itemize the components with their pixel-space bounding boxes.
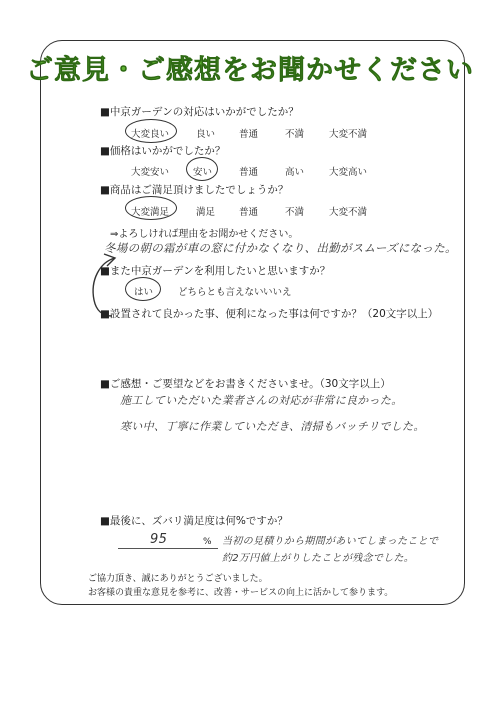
question-satisfaction: ■最後に、ズバリ満足度は何%ですか？ bbox=[100, 515, 288, 527]
option-price-expensive[interactable]: 高い bbox=[285, 167, 305, 178]
satisfaction-unit: % bbox=[203, 537, 212, 547]
option-product-normal[interactable]: 普通 bbox=[239, 207, 259, 218]
option-service-dissatisfied[interactable]: 不満 bbox=[285, 129, 305, 140]
option-price-normal[interactable]: 普通 bbox=[239, 167, 259, 178]
page-title: ご意見・ご感想をお聞かせください bbox=[26, 55, 474, 86]
option-product-very-satisfied[interactable]: 大変満足 bbox=[131, 207, 170, 218]
option-product-satisfied[interactable]: 満足 bbox=[196, 207, 216, 218]
question-comments: ■ご感想・ご要望などをお書きくださいませ。（30文字以上） bbox=[100, 378, 391, 390]
option-reuse-no[interactable]: いいえ bbox=[263, 287, 292, 298]
option-service-very-good[interactable]: 大変良い bbox=[131, 129, 170, 140]
option-service-normal[interactable]: 普通 bbox=[239, 129, 259, 140]
footer-message: お客様の貴重な意見を参考に、改善・サービスの向上に活かして参ります。 bbox=[88, 588, 394, 598]
option-price-very-expensive[interactable]: 大変高い bbox=[329, 167, 368, 178]
question-product: ■商品はご満足頂けましたでしょうか？ bbox=[100, 184, 289, 196]
question-service: ■中京ガーデンの対応はいかがでしたか？ bbox=[100, 106, 299, 118]
satisfaction-value: 95 bbox=[150, 532, 168, 547]
option-product-very-dissatisfied[interactable]: 大変不満 bbox=[329, 207, 368, 218]
option-product-dissatisfied[interactable]: 不満 bbox=[285, 207, 305, 218]
option-service-good[interactable]: 良い bbox=[196, 129, 216, 140]
question-benefits: ■設置されて良かった事、便利になった事は何ですか？（20文字以上） bbox=[100, 308, 439, 320]
satisfaction-comment-line-1: 当初の見積りから期間があいてしまったことで bbox=[222, 536, 439, 547]
question-price: ■価格はいかがでしたか？ bbox=[100, 145, 226, 157]
selected-circle-reuse bbox=[125, 277, 161, 301]
satisfaction-comment-line-2: 約2万円値上がりしたことが残念でした。 bbox=[222, 553, 415, 564]
satisfaction-underline bbox=[118, 548, 218, 549]
reason-prompt: ⇒よろしければ理由をお聞かせください。 bbox=[110, 229, 299, 240]
question-reuse: ■また中京ガーデンを利用したいと思いますか？ bbox=[100, 265, 331, 277]
option-service-very-dissatisfied[interactable]: 大変不満 bbox=[329, 129, 368, 140]
comments-handwritten-line-1: 施工していただいた業者さんの対応が非常に良かった。 bbox=[120, 394, 403, 407]
footer-thanks: ご協力頂き、誠にありがとうございました。 bbox=[88, 574, 268, 584]
option-reuse-neither[interactable]: どちらとも言えない bbox=[178, 287, 264, 298]
option-price-cheap[interactable]: 安い bbox=[193, 167, 213, 178]
option-price-very-cheap[interactable]: 大変安い bbox=[131, 167, 170, 178]
reason-handwritten-answer: 冬場の朝の霜が車の窓に付かなくなり、出勤がスムーズになった。 bbox=[104, 241, 457, 255]
option-reuse-yes[interactable]: はい bbox=[134, 287, 154, 298]
comments-handwritten-line-2: 寒い中、丁寧に作業していただき、清掃もバッチリでした。 bbox=[120, 420, 425, 433]
